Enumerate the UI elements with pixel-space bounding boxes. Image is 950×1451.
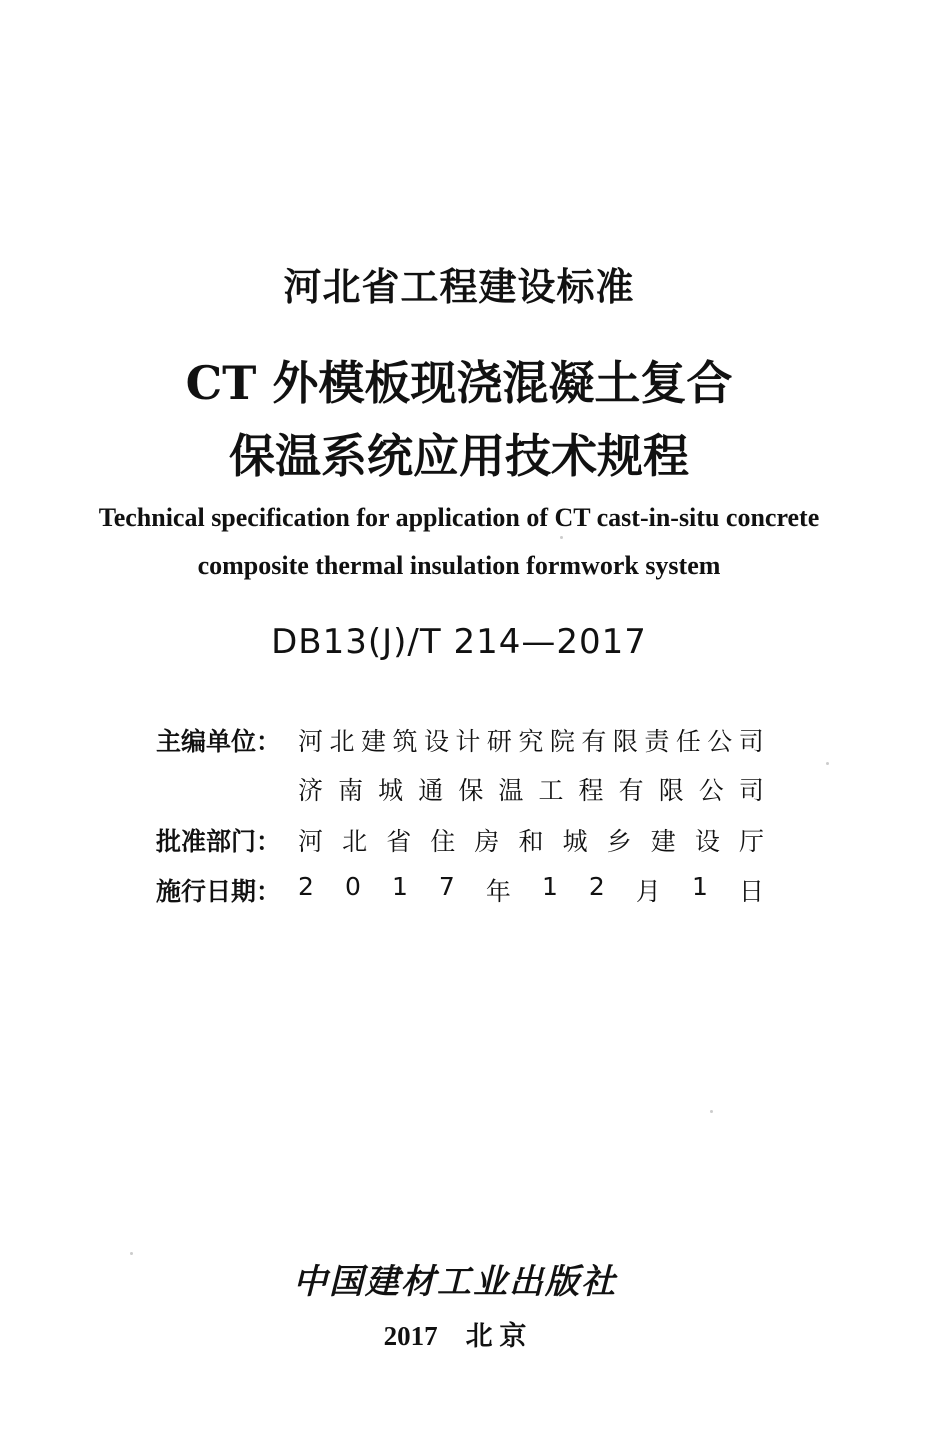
approver-label: 批准部门： — [156, 827, 282, 856]
publish-info — [0, 1314, 910, 1353]
scan-speck — [826, 762, 829, 765]
meta-char: 厅 — [738, 827, 764, 856]
meta-char: 究 — [518, 727, 544, 756]
meta-char: 建 — [650, 827, 676, 856]
meta-char: 城 — [562, 827, 588, 856]
meta-char: 1 — [541, 872, 558, 901]
meta-char: 公 — [698, 776, 724, 805]
meta-char: 房 — [474, 827, 500, 856]
meta-char: 和 — [518, 827, 544, 856]
scan-speck — [130, 1252, 133, 1255]
meta-char: 省 — [386, 827, 412, 856]
meta-char: 2 — [588, 872, 605, 901]
meta-char: 有 — [581, 727, 607, 756]
meta-char: 通 — [418, 776, 444, 805]
effective-date-label: 施行日期： — [156, 877, 282, 906]
meta-char: 有 — [618, 776, 644, 805]
meta-char: 1 — [691, 872, 708, 901]
meta-char: 乡 — [606, 827, 632, 856]
series-title: 河北省工程建设标准 — [283, 265, 635, 309]
meta-char: 任 — [675, 727, 701, 756]
publisher-name: 中国建材工业出版社 — [293, 1262, 617, 1302]
publish-year: 2017 — [383, 1321, 438, 1351]
meta-char: 司 — [738, 776, 764, 805]
editor-value-line-1 — [298, 722, 764, 758]
scan-speck — [710, 1110, 713, 1113]
meta-char: 责 — [644, 727, 670, 756]
meta-char: 日 — [738, 877, 764, 906]
editor-value-line-2 — [298, 771, 764, 807]
meta-char: 济 — [298, 776, 324, 805]
meta-char: 公 — [707, 727, 733, 756]
meta-char: 工 — [538, 776, 564, 805]
meta-char: 建 — [360, 727, 386, 756]
standard-code: DB13(J)/T 214—2017 — [271, 622, 647, 662]
editor-label: 主编单位： — [156, 727, 282, 756]
meta-char: 南 — [338, 776, 364, 805]
approver-value — [298, 822, 764, 858]
meta-char: 北 — [342, 827, 368, 856]
publish-city: 北 京 — [465, 1321, 527, 1351]
effective-date-value — [298, 872, 764, 908]
meta-char: 河 — [298, 727, 324, 756]
meta-char: 筑 — [392, 727, 418, 756]
meta-char: 计 — [455, 727, 481, 756]
meta-char: 7 — [438, 872, 455, 901]
meta-char: 河 — [298, 827, 324, 856]
meta-char: 2 — [298, 872, 314, 901]
scan-speck — [560, 536, 563, 539]
meta-char: 城 — [378, 776, 404, 805]
title-line-1: CT 外模板现浇混凝土复合 — [185, 356, 733, 410]
meta-char: 月 — [635, 877, 661, 906]
english-title-line-2: composite thermal insulation formwork system — [197, 551, 721, 580]
meta-char: 程 — [578, 776, 604, 805]
english-title-line-1: Technical specification for application of CT cast-in-situ concrete — [98, 503, 820, 532]
meta-char: 0 — [344, 872, 361, 901]
meta-char: 设 — [423, 727, 449, 756]
meta-char: 研 — [486, 727, 512, 756]
meta-char: 年 — [485, 877, 511, 906]
meta-char: 1 — [391, 872, 408, 901]
meta-char: 北 — [329, 727, 355, 756]
meta-char: 温 — [498, 776, 524, 805]
meta-char: 限 — [612, 727, 638, 756]
meta-char: 保 — [458, 776, 484, 805]
meta-char: 院 — [549, 727, 575, 756]
meta-char: 司 — [738, 727, 764, 756]
meta-char: 设 — [694, 827, 720, 856]
meta-char: 住 — [430, 827, 456, 856]
meta-char: 限 — [658, 776, 684, 805]
title-line-2: 保温系统应用技术规程 — [229, 429, 689, 483]
